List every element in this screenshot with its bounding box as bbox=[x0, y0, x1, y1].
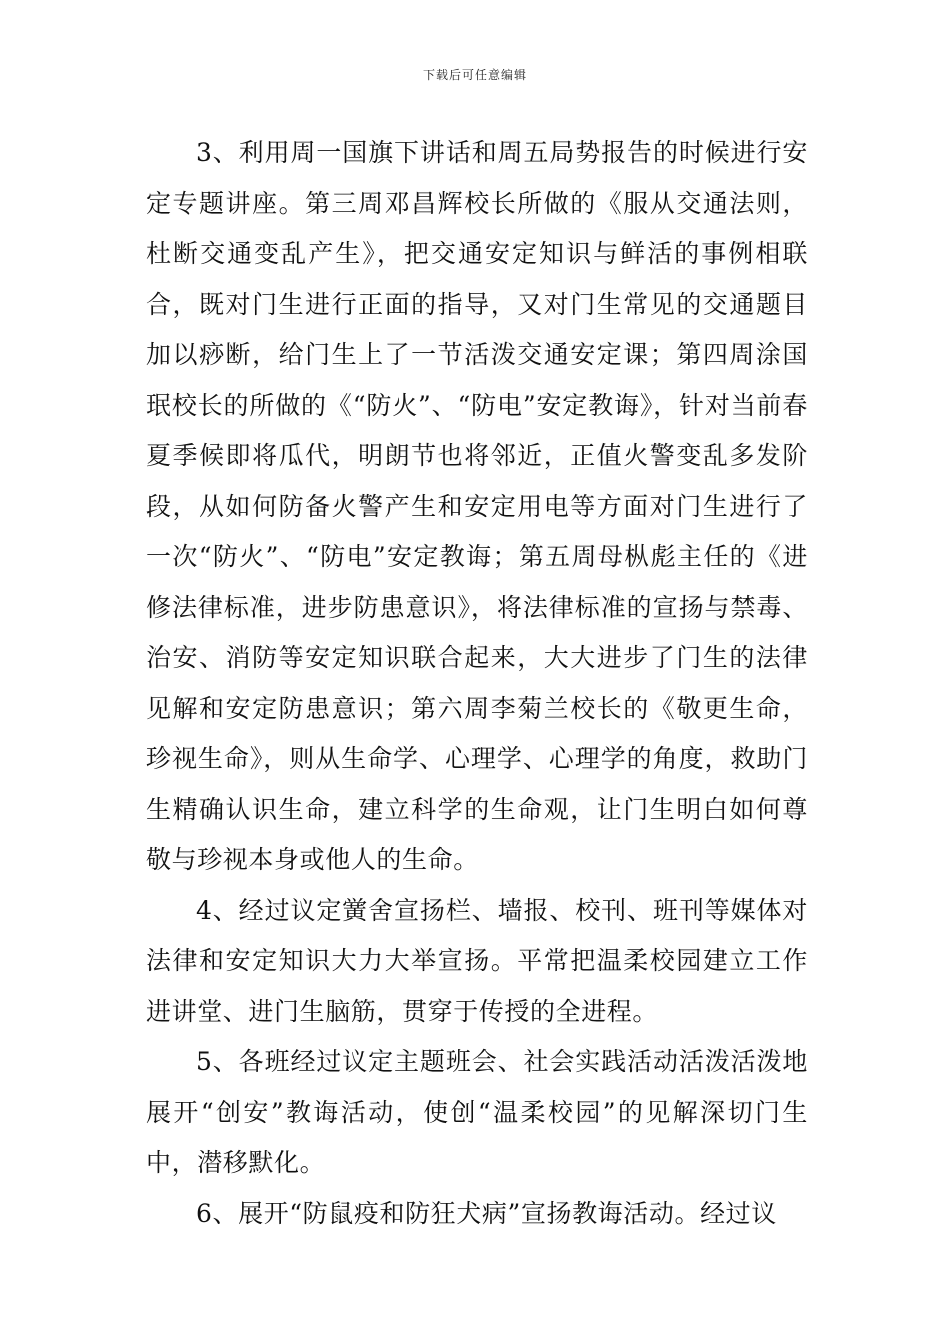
paragraph-4: 4、经过议定黉舍宣扬栏、墙报、校刊、班刊等媒体对法律和安定知识大力大举宣扬。平常把温柔校园建立工作进讲堂、进门生脑筋，贯穿于传授的全进程。 bbox=[146, 895, 808, 1026]
paragraph-6: 6、展开“防鼠疫和防狂犬病”宣扬教诲活动。经过议 bbox=[196, 1198, 777, 1228]
page-header: 下载后可任意编辑 bbox=[422, 68, 527, 82]
paragraph-3: 3、利用周一国旗下讲话和周五局势报告的时候进行安定专题讲座。第三周邓昌辉校长所做的《服从交通法则，杜断交通变乱产生》，把交通安定知识与鲜活的事例相联合，既对门生进行正面的指导，又对门生常见的交通题目加以痧断，给门生上了一节活泼交通安定课；第四周涂国珉校长的所做的《“防火”、“防电”安定教诲》，针对当前春夏季候即将瓜代，明朗节也将邻近，正值火警变乱多发阶段，从如何防备火警产生和安定用电等方面对门生进行了一次“防火”、“防电”安定教诲；第五周母枞彪主任的《进修法律标准，进步防患意识》，将法律标准的宣扬与禁毒、治安、消防等安定知识联合起来，大大进步了门生的法律见解和安定防患意识；第六周李菊兰校长的《敬更生命，珍视生命》，则从生命学、心理学、心理学的角度，救助门生精确认识生命，建立科学的生命观，让门生明白如何尊敬与珍视本身或他人的生命。 bbox=[146, 138, 808, 874]
document-body bbox=[146, 128, 808, 1239]
paragraph-5: 5、各班经过议定主题班会、社会实践活动活泼活泼地展开“创安”教诲活动，使创“温柔校园”的见解深切门生中，潜移默化。 bbox=[146, 1047, 808, 1177]
